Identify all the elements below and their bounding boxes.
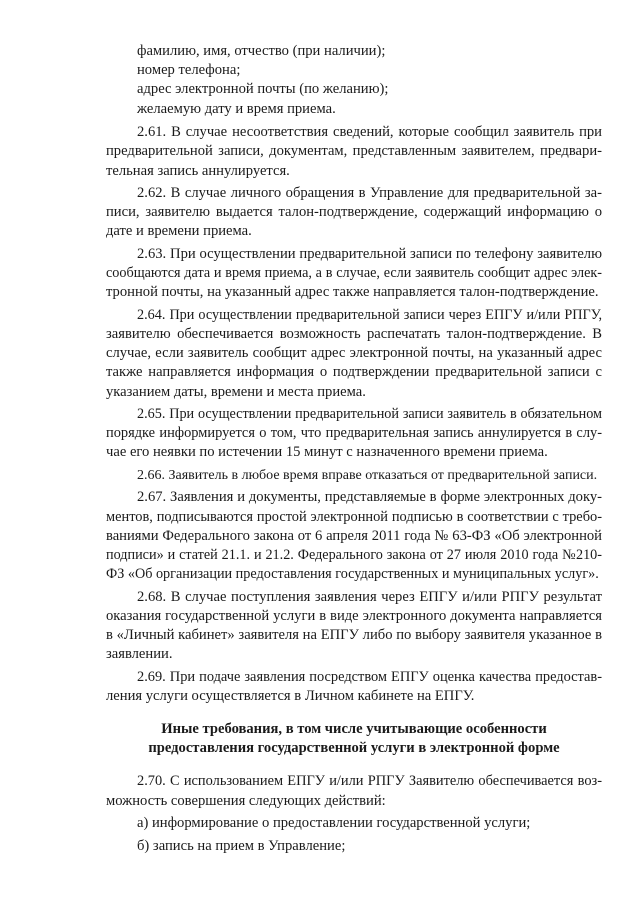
text-line: заявителю обеспечивается возможность распечатать талон-подтверждение. В (106, 326, 602, 343)
text-line: заявлении. (106, 646, 173, 663)
list-items (106, 42, 602, 119)
paragraph-2-64 (106, 306, 602, 402)
text-line: также направляется информация о подтверждении предварительной записи с (106, 364, 602, 381)
text-line: 2.69. При подаче заявления посредством ЕПГУ оценка качества предостав- (137, 668, 602, 685)
text-line: порядке информируется о том, что предварительная запись аннулируется в слу- (106, 425, 602, 442)
paragraph-2-66 (106, 466, 602, 485)
paragraph-2-70 (106, 772, 602, 810)
list-item: б) запись на прием в Управление; (137, 837, 346, 854)
text-line: ления услуги осуществляется в Личном кабинете на ЕПГУ. (106, 687, 475, 704)
text-line: ваниями Федерального закона от 6 апреля 2011 года № 63-ФЗ «Об электронной (106, 527, 602, 544)
text-line: чае его неявки по истечении 15 минут с назначенного времени приема. (106, 444, 548, 461)
text-line: 2.65. При осуществлении предварительной записи заявитель в обязательном (137, 406, 602, 423)
text-line: ФЗ «Об организации предоставления государственных и муниципальных услуг». (106, 566, 599, 583)
text-line: указанием даты, времени и места приема. (106, 383, 366, 400)
text-line: сообщаются дата и время приема, а в случае, если заявитель сообщит адрес элек- (106, 265, 602, 282)
list-item: адрес электронной почты (по желанию); (137, 81, 389, 98)
section-heading (106, 720, 602, 758)
text-line: 2.61. В случае несоответствия сведений, которые сообщил заявитель при (137, 124, 602, 141)
text-line: писи, заявителю выдается талон-подтверждение, содержащий информацию о (106, 204, 602, 221)
text-line: тронной почты, на указанный адрес также направляется талон-подтверждение. (106, 284, 599, 301)
text-line: 2.66. Заявитель в любое время вправе отказаться от предварительной записи. (137, 467, 598, 483)
heading-line: Иные требования, в том числе учитывающие особенности (161, 721, 547, 738)
text-line: подписи» и статей 21.1. и 21.2. Федерального закона от 27 июля 2010 года №210- (106, 546, 602, 563)
paragraph-2-69 (106, 668, 602, 706)
text-line: в «Личный кабинет» заявителя на ЕПГУ либо по выбору заявителя указанное в (106, 627, 602, 644)
text-line: можность совершения следующих действий: (106, 792, 386, 809)
text-line: 2.62. В случае личного обращения в Управление для предварительной за- (137, 185, 602, 202)
text-line: дате и времени приема. (106, 223, 252, 240)
text-line: 2.63. При осуществлении предварительной записи по телефону заявителю (137, 245, 602, 262)
sub-items (106, 814, 602, 856)
paragraph-2-65 (106, 405, 602, 463)
list-item: фамилию, имя, отчество (при наличии); (137, 43, 386, 59)
heading-line: предоставления государственной услуги в электронной форме (148, 740, 560, 757)
text-line: тельная запись аннулируется. (106, 162, 290, 179)
text-line: ментов, подписываются простой электронной подписью в соответствии с требо- (106, 508, 602, 525)
paragraph-2-63 (106, 245, 602, 303)
list-item: желаемую дату и время приема. (137, 100, 336, 117)
text-line: предварительной записи, документам, представленным заявителем, предвари- (106, 143, 602, 160)
text-line: случае, если заявитель сообщит адрес электронной почты, на указанный адрес (106, 345, 602, 362)
document-body (106, 42, 602, 856)
paragraph-2-68 (106, 588, 602, 665)
text-line: оказания государственной услуги в виде электронного документа направляется (106, 607, 602, 624)
list-item: а) информирование о предоставлении государственной услуги; (137, 815, 531, 832)
text-line: 2.68. В случае поступления заявления через ЕПГУ и/или РПГУ результат (137, 588, 602, 605)
list-item: номер телефона; (137, 62, 241, 79)
text-line: 2.64. При осуществлении предварительной записи через ЕПГУ и/или РПГУ, (137, 306, 602, 323)
paragraph-2-61 (106, 123, 602, 181)
paragraph-2-67 (106, 488, 602, 584)
text-line: 2.70. С использованием ЕПГУ и/или РПГУ Заявителю обеспечивается воз- (137, 773, 602, 790)
text-line: 2.67. Заявления и документы, представляемые в форме электронных доку- (137, 489, 602, 506)
paragraph-2-62 (106, 184, 602, 242)
